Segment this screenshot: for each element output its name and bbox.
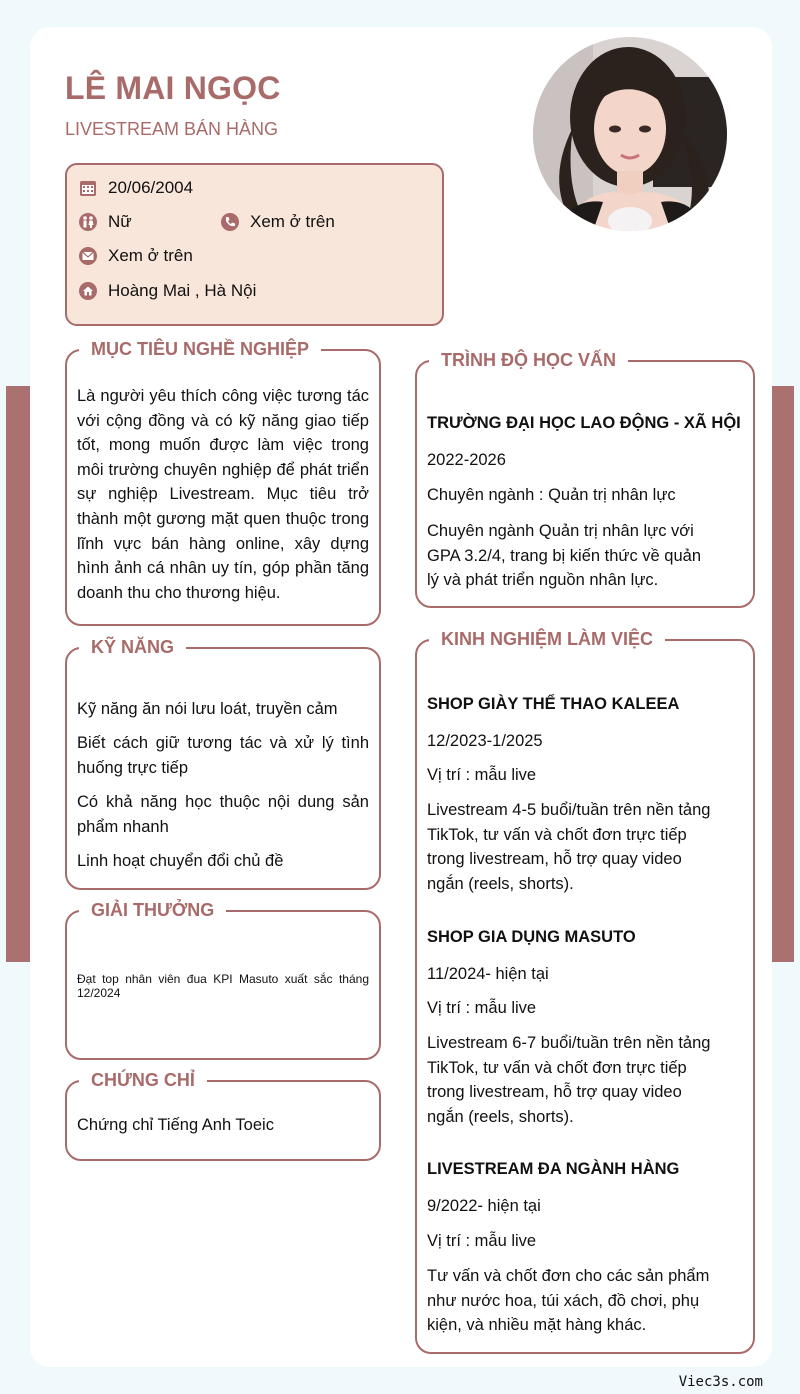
home-icon bbox=[78, 281, 98, 301]
skill-item: Kỹ năng ăn nói lưu loát, truyền cảm bbox=[77, 700, 338, 718]
gender-icon bbox=[78, 212, 98, 232]
award-text: Đạt top nhân viên đua KPI Masuto xuất sắc tháng 12/2024 bbox=[77, 972, 369, 1000]
skills-section bbox=[65, 637, 381, 890]
gender-row bbox=[78, 212, 132, 232]
gender-value: Nữ bbox=[108, 212, 132, 231]
job-company: SHOP GIÀY THỂ THAO KALEEA bbox=[427, 695, 680, 713]
job-company: LIVESTREAM ĐA NGÀNH HÀNG bbox=[427, 1160, 680, 1178]
experience-section bbox=[415, 629, 755, 1354]
objective-section bbox=[65, 339, 381, 626]
watermark: Viec3s.com bbox=[678, 1374, 763, 1390]
education-title: TRÌNH ĐỘ HỌC VẤN bbox=[429, 348, 628, 372]
job-position: Vị trí : mẫu live bbox=[427, 1232, 537, 1250]
education-section bbox=[415, 350, 755, 608]
address-value: Hoàng Mai , Hà Nội bbox=[108, 281, 257, 300]
objective-title: MỤC TIÊU NGHỀ NGHIỆP bbox=[79, 337, 321, 361]
job-title: LIVESTREAM BÁN HÀNG bbox=[65, 119, 279, 139]
phone-value: Xem ở trên bbox=[250, 212, 335, 231]
address-row bbox=[78, 281, 256, 301]
awards-section bbox=[65, 900, 381, 1060]
avatar bbox=[533, 37, 727, 231]
job-description: Livestream 6-7 buổi/tuần trên nền tảng TikTok, tư vấn và chốt đơn trực tiếp trong livestream, hỗ trợ quay video ngắn (reels, shorts). bbox=[427, 1034, 711, 1126]
calendar-icon bbox=[78, 178, 98, 198]
certificates-section bbox=[65, 1070, 381, 1161]
job-position: Vị trí : mẫu live bbox=[427, 766, 537, 784]
education-description: Chuyên ngành Quản trị nhân lực với GPA 3.2/4, trang bị kiến thức về quản lý và phát triển nguồn nhân lực. bbox=[427, 522, 701, 590]
job-description: Livestream 4-5 buổi/tuần trên nền tảng TikTok, tư vấn và chốt đơn trực tiếp trong livestream, hỗ trợ quay video ngắn (reels, shorts). bbox=[427, 801, 711, 893]
skill-item: Biết cách giữ tương tác và xử lý tình huống trực tiếp bbox=[77, 734, 369, 777]
job-period: 11/2024- hiện tại bbox=[427, 965, 549, 983]
phone-row bbox=[220, 212, 335, 232]
awards-title: GIẢI THƯỞNG bbox=[79, 898, 226, 922]
email-value: Xem ở trên bbox=[108, 246, 193, 265]
skill-item: Linh hoạt chuyển đổi chủ đề bbox=[77, 852, 284, 870]
right-decor-band bbox=[770, 386, 794, 962]
job-period: 9/2022- hiện tại bbox=[427, 1197, 541, 1215]
candidate-name: LÊ MAI NGỌC bbox=[65, 70, 281, 106]
job-position: Vị trí : mẫu live bbox=[427, 999, 537, 1017]
birthday-row bbox=[78, 178, 193, 198]
certificates-title: CHỨNG CHỈ bbox=[79, 1068, 207, 1092]
skills-title: KỸ NĂNG bbox=[79, 635, 186, 659]
skill-item: Có khả năng học thuộc nội dung sản phẩm nhanh bbox=[77, 793, 369, 836]
education-major: Chuyên ngành : Quản trị nhân lực bbox=[427, 486, 676, 504]
phone-icon bbox=[220, 212, 240, 232]
job-period: 12/2023-1/2025 bbox=[427, 732, 543, 750]
job-description: Tư vấn và chốt đơn cho các sản phẩm như nước hoa, túi xách, đồ chơi, phụ kiện, và nhiều mặt hàng khác. bbox=[427, 1267, 710, 1335]
email-row bbox=[78, 246, 193, 266]
job-company: SHOP GIA DỤNG MASUTO bbox=[427, 928, 636, 946]
contact-box bbox=[65, 163, 444, 326]
birthday-value: 20/06/2004 bbox=[108, 178, 194, 197]
certificate-text: Chứng chỉ Tiếng Anh Toeic bbox=[77, 1116, 274, 1134]
mail-icon bbox=[78, 246, 98, 266]
left-decor-band bbox=[6, 386, 30, 962]
school-name: TRƯỜNG ĐẠI HỌC LAO ĐỘNG - XÃ HỘI bbox=[427, 414, 741, 432]
education-period: 2022-2026 bbox=[427, 451, 506, 469]
objective-text: Là người yêu thích công việc tương tác với cộng đồng và có kỹ năng giao tiếp tốt, mong muốn được làm việc trong môi trường chuyên nghiệp để phát triển sự nghiệp Livestream. Mục tiêu trở thành một gương mặt quen thuộc trong lĩnh vực bán hàng online, xây dựng hình ảnh cá nhân uy tín, góp phần tăng doanh thu cho thương hiệu. bbox=[77, 387, 369, 602]
experience-title: KINH NGHIỆM LÀM VIỆC bbox=[429, 627, 665, 651]
